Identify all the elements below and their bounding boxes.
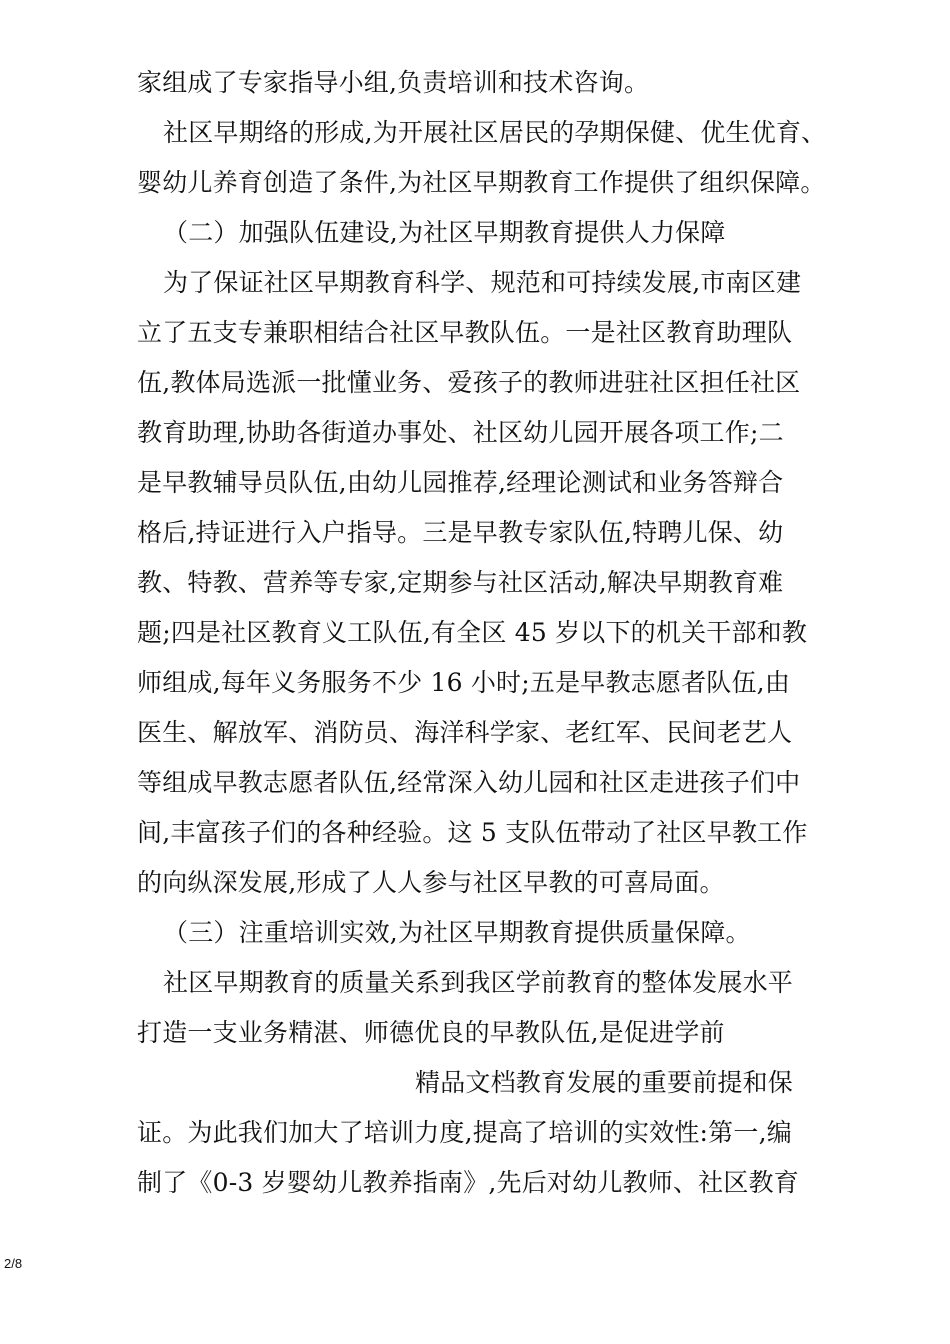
paragraph-first-line: 社区早期络的形成,为开展社区居民的孕期保健、优生优育、 (163, 118, 827, 147)
paragraph-first-line: 社区早期教育的质量关系到我区学前教育的整体发展水平 (163, 968, 794, 997)
page-number: 2/8 (4, 1256, 23, 1271)
section-heading: （二）加强队伍建设,为社区早期教育提供人力保障 (163, 218, 726, 247)
text-line: 制了《0-3 岁婴幼儿教养指南》,先后对幼儿教师、社区教育 (137, 1168, 799, 1197)
text-line: 医生、解放军、消防员、海洋科学家、老红军、民间老艺人 (137, 718, 793, 747)
text-line: 婴幼儿养育创造了条件,为社区早期教育工作提供了组织保障。 (137, 168, 826, 197)
text-line: 伍,教体局选派一批懂业务、爱孩子的教师进驻社区担任社区 (137, 368, 801, 397)
text-line: 题;四是社区教育义工队伍,有全区 45 岁以下的机关干部和教 (137, 618, 808, 647)
text-line: 教育助理,协助各街道办事处、社区幼儿园开展各项工作;二 (137, 418, 784, 447)
paragraph-first-line: 为了保证社区早期教育科学、规范和可持续发展,市南区建 (163, 268, 802, 297)
text-line: 证。为此我们加大了培训力度,提高了培训的实效性:第一,编 (137, 1118, 792, 1147)
text-line: 的向纵深发展,形成了人人参与社区早教的可喜局面。 (137, 868, 725, 897)
text-line: 教、特教、营养等专家,定期参与社区活动,解决早期教育难 (137, 568, 784, 597)
text-line: 师组成,每年义务服务不少 16 小时;五是早教志愿者队伍,由 (137, 668, 791, 697)
text-line: 家组成了专家指导小组,负责培训和技术咨询。 (137, 68, 650, 97)
watermark-line: 精品文档教育发展的重要前提和保 (415, 1068, 794, 1097)
section-heading: （三）注重培训实效,为社区早期教育提供质量保障。 (163, 918, 751, 947)
text-line: 格后,持证进行入户指导。三是早教专家队伍,特聘儿保、幼 (137, 518, 784, 547)
body-text (137, 58, 827, 1208)
text-line: 打造一支业务精湛、师德优良的早教队伍,是促进学前 (137, 1018, 725, 1047)
text-line: 间,丰富孩子们的各种经验。这 5 支队伍带动了社区早教工作 (137, 818, 808, 847)
text-line: 等组成早教志愿者队伍,经常深入幼儿园和社区走进孩子们中 (137, 768, 801, 797)
text-line: 立了五支专兼职相结合社区早教队伍。一是社区教育助理队 (137, 318, 793, 347)
text-line: 是早教辅导员队伍,由幼儿园推荐,经理论测试和业务答辩合 (137, 468, 784, 497)
